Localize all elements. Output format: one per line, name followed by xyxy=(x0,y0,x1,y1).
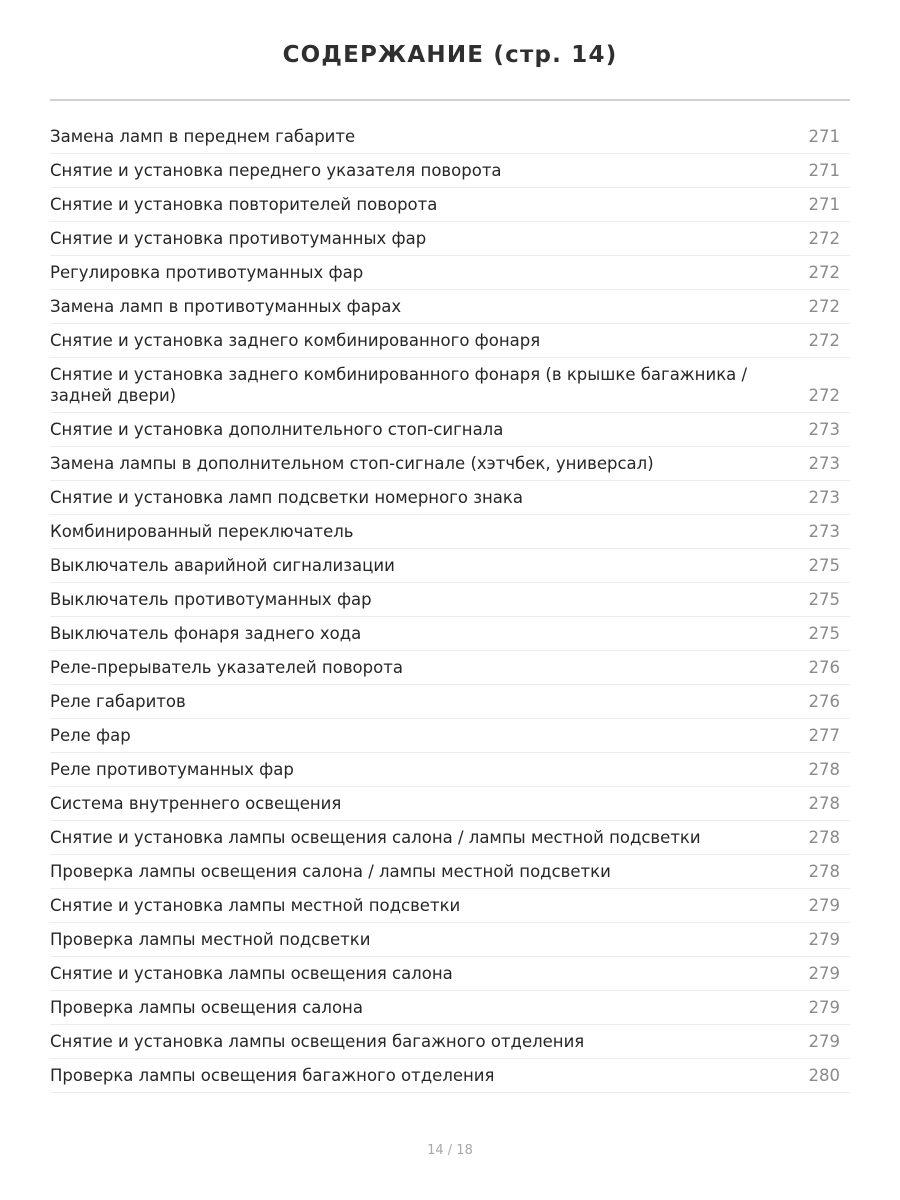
toc-row[interactable] xyxy=(50,957,850,991)
toc-entry-title: Замена ламп в противотуманных фарах xyxy=(50,297,402,316)
toc-entry-page: 273 xyxy=(808,420,840,439)
toc-row[interactable] xyxy=(50,290,850,324)
toc-entry-title: Замена ламп в переднем габарите xyxy=(50,127,356,146)
toc-entry-page: 273 xyxy=(808,488,840,507)
toc-entry-title: Снятие и установка лампы освещения салона xyxy=(50,964,453,983)
toc-entry-page: 279 xyxy=(808,998,840,1017)
toc-row[interactable] xyxy=(50,991,850,1025)
toc-row[interactable] xyxy=(50,855,850,889)
toc-row[interactable] xyxy=(50,787,850,821)
toc-entry-page: 277 xyxy=(808,726,840,745)
toc-entry-page: 279 xyxy=(808,964,840,983)
toc-row[interactable] xyxy=(50,1025,850,1059)
toc-entry-title: Снятие и установка переднего указателя поворота xyxy=(50,161,502,180)
toc-row[interactable] xyxy=(50,222,850,256)
toc-entry-title: Проверка лампы освещения багажного отделения xyxy=(50,1066,495,1085)
toc-row[interactable] xyxy=(50,719,850,753)
toc-entry-page: 278 xyxy=(808,760,840,779)
toc-row[interactable] xyxy=(50,923,850,957)
toc-entry-title: Регулировка противотуманных фар xyxy=(50,263,364,282)
toc-row[interactable] xyxy=(50,549,850,583)
toc-row[interactable] xyxy=(50,651,850,685)
toc-row[interactable] xyxy=(50,515,850,549)
toc-entry-page: 276 xyxy=(808,692,840,711)
toc-entry-title: Реле фар xyxy=(50,726,131,745)
toc-entry-title: Реле габаритов xyxy=(50,692,186,711)
toc-entry-page: 271 xyxy=(808,127,840,146)
toc-entry-title: Снятие и установка лампы освещения багажного отделения xyxy=(50,1032,585,1051)
toc-entry-page: 272 xyxy=(808,263,840,282)
toc-row[interactable] xyxy=(50,413,850,447)
toc-entry-page: 278 xyxy=(808,862,840,881)
toc-entry-page: 275 xyxy=(808,590,840,609)
toc-entry-page: 275 xyxy=(808,556,840,575)
toc-entry-title: Замена лампы в дополнительном стоп-сигнале (хэтчбек, универсал) xyxy=(50,454,654,473)
toc-entry-title: Проверка лампы освещения салона / лампы местной подсветки xyxy=(50,862,611,881)
toc-entry-title: Выключатель противотуманных фар xyxy=(50,590,372,609)
toc-row[interactable] xyxy=(50,358,850,413)
toc-list xyxy=(50,120,850,1093)
toc-row[interactable] xyxy=(50,120,850,154)
toc-row[interactable] xyxy=(50,583,850,617)
toc-entry-page: 273 xyxy=(808,522,840,541)
toc-entry-title: Снятие и установка лампы освещения салона / лампы местной подсветки xyxy=(50,828,701,847)
toc-entry-page: 273 xyxy=(808,454,840,473)
page-indicator: 14 / 18 xyxy=(427,1143,473,1158)
toc-entry-title: Комбинированный переключатель xyxy=(50,522,354,541)
toc-entry-page: 276 xyxy=(808,658,840,677)
toc-entry-title: Снятие и установка повторителей поворота xyxy=(50,195,438,214)
toc-row[interactable] xyxy=(50,256,850,290)
toc-entry-title: Проверка лампы местной подсветки xyxy=(50,930,371,949)
toc-entry-page: 272 xyxy=(808,331,840,350)
toc-row[interactable] xyxy=(50,324,850,358)
toc-entry-page: 272 xyxy=(808,386,840,405)
toc-entry-page: 272 xyxy=(808,229,840,248)
toc-row[interactable] xyxy=(50,188,850,222)
toc-entry-page: 280 xyxy=(808,1066,840,1085)
toc-row[interactable] xyxy=(50,447,850,481)
toc-entry-page: 278 xyxy=(808,828,840,847)
toc-entry-page: 278 xyxy=(808,794,840,813)
toc-entry-page: 279 xyxy=(808,1032,840,1051)
toc-row[interactable] xyxy=(50,821,850,855)
document-page xyxy=(50,0,850,1200)
toc-entry-title: Снятие и установка заднего комбинированного фонаря (в крышке багажника / задней двери) xyxy=(50,365,748,405)
toc-entry-title: Снятие и установка заднего комбинированного фонаря xyxy=(50,331,541,350)
toc-entry-page: 279 xyxy=(808,896,840,915)
toc-entry-page: 271 xyxy=(808,195,840,214)
toc-row[interactable] xyxy=(50,617,850,651)
toc-entry-page: 279 xyxy=(808,930,840,949)
toc-entry-title: Реле-прерыватель указателей поворота xyxy=(50,658,403,677)
toc-row[interactable] xyxy=(50,1059,850,1093)
toc-entry-title: Выключатель фонаря заднего хода xyxy=(50,624,362,643)
toc-entry-title: Проверка лампы освещения салона xyxy=(50,998,363,1017)
page-title: СОДЕРЖАНИЕ (стр. 14) xyxy=(282,42,618,68)
toc-entry-title: Реле противотуманных фар xyxy=(50,760,294,779)
toc-entry-title: Снятие и установка противотуманных фар xyxy=(50,229,427,248)
toc-entry-title: Выключатель аварийной сигнализации xyxy=(50,556,395,575)
toc-entry-title: Система внутреннего освещения xyxy=(50,794,342,813)
title-divider xyxy=(50,99,850,101)
toc-entry-title: Снятие и установка лампы местной подсветки xyxy=(50,896,461,915)
toc-entry-page: 272 xyxy=(808,297,840,316)
toc-row[interactable] xyxy=(50,753,850,787)
toc-row[interactable] xyxy=(50,685,850,719)
toc-row[interactable] xyxy=(50,889,850,923)
toc-row[interactable] xyxy=(50,154,850,188)
toc-entry-title: Снятие и установка дополнительного стоп-сигнала xyxy=(50,420,504,439)
toc-entry-title: Снятие и установка ламп подсветки номерного знака xyxy=(50,488,523,507)
toc-row[interactable] xyxy=(50,481,850,515)
toc-entry-page: 271 xyxy=(808,161,840,180)
toc-entry-page: 275 xyxy=(808,624,840,643)
